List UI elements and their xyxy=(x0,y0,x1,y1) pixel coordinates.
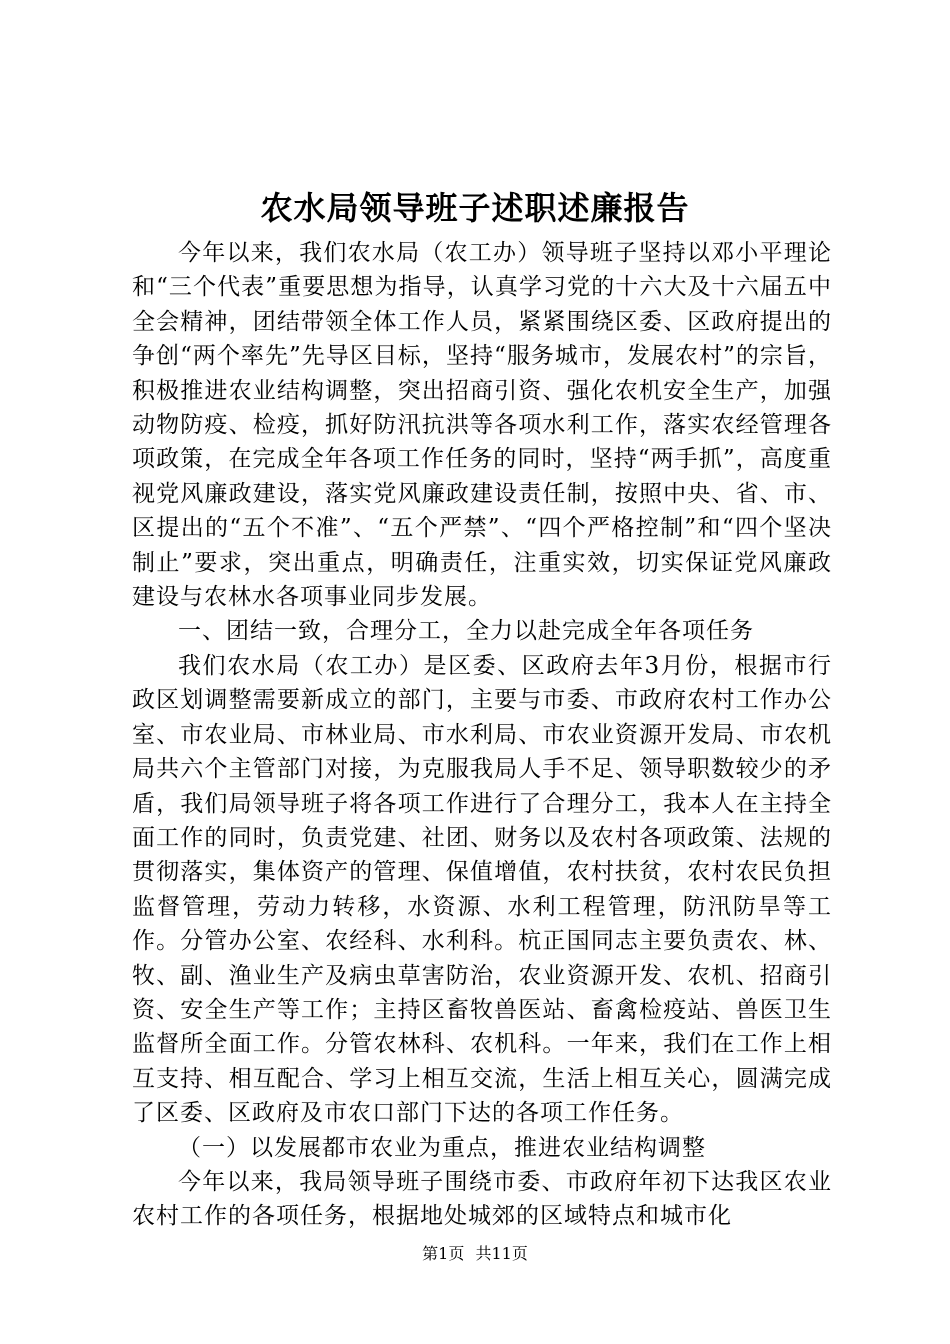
subsection-heading-1: （一）以发展都市农业为重点，推进农业结构调整 xyxy=(178,1134,706,1161)
paragraph-section-1: 我们农水局（农工办）是区委、区政府去年3月份，根据市行政区划调整需要新成立的部门，主要与市委、市政府农村工作办公室、市农业局、市林业局、市水利局、市农业资源开发局、市农机局共六个主管部门对接，为克服我局人手不足、领导职数较少的矛盾，我们局领导班子将各项工作进行了合理分工，我本人在主持全面工作的同时，负责党建、社团、财务以及农村各项政策、法规的贯彻落实，集体资产的管理、保值增值，农村扶贫，农村农民负担监督管理，劳动力转移，水资源、水利工程管理，防汛防旱等工作。分管办公室、农经科、水利科。杭正国同志主要负责农、林、牧、副、渔业生产及病虫草害防治，农业资源开发、农机、招商引资、安全生产等工作；主持区畜牧兽医站、畜禽检疫站、兽医卫生监督所全面工作。分管农林科、农机科。一年来，我们在工作上相互支持、相互配合、学习上相互交流，生活上相互关心，圆满完成了区委、区政府及市农口部门下达的各项工作任务。 xyxy=(132,652,832,1127)
page-number: 第1页 xyxy=(422,1244,465,1263)
page-footer xyxy=(0,1243,950,1265)
document-title: 农水局领导班子述职述廉报告 xyxy=(260,189,690,227)
document-body xyxy=(132,236,832,1234)
page-total: 共11页 xyxy=(475,1244,528,1263)
paragraph-intro: 今年以来，我们农水局（农工办）领导班子坚持以邓小平理论和“三个代表”重要思想为指导，认真学习党的十六大及十六届五中全会精神，团结带领全体工作人员，紧紧围绕区委、区政府提出的争创“两个率先”先导区目标，坚持“服务城市，发展农村”的宗旨，积极推进农业结构调整，突出招商引资、强化农机安全生产，加强动物防疫、检疫，抓好防汛抗洪等各项水利工作，落实农经管理各项政策，在完成全年各项工作任务的同时，坚持“两手抓”，高度重视党风廉政建设，落实党风廉政建设责任制，按照中央、省、市、区提出的“五个不准”、“五个严禁”、“四个严格控制”和“四个坚决制止”要求，突出重点，明确责任，注重实效，切实保证党风廉政建设与农林水各项事业同步发展。 xyxy=(132,240,832,611)
paragraph-subsection-1: 今年以来，我局领导班子围绕市委、市政府年初下达我区农业农村工作的各项任务，根据地处城郊的区域特点和城市化 xyxy=(132,1168,832,1230)
section-heading-1: 一、团结一致，合理分工，全力以赴完成全年各项任务 xyxy=(178,618,754,645)
